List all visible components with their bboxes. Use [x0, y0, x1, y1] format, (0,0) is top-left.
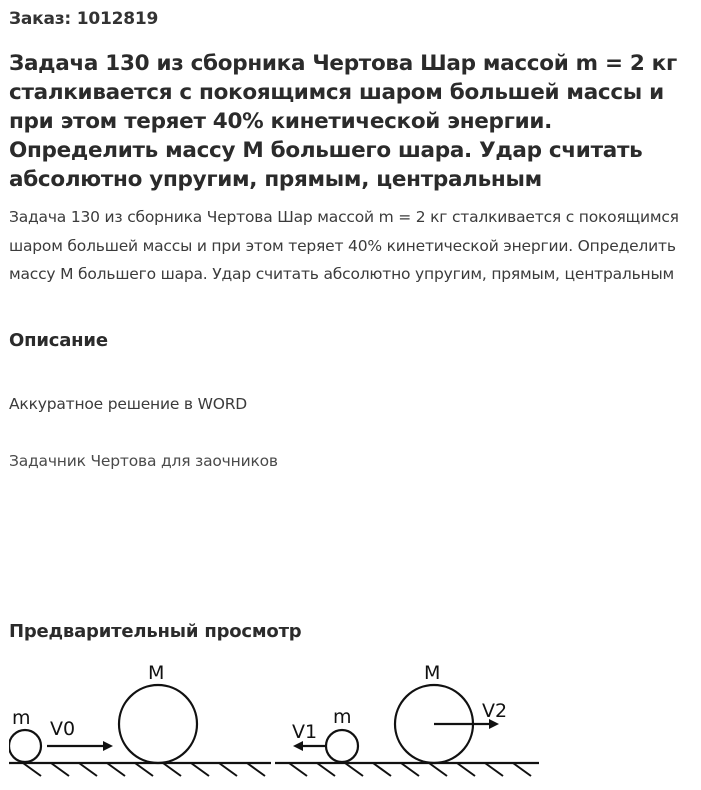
description-line: Аккуратное решение в WORD — [9, 395, 248, 413]
small-ball-label: m — [333, 706, 352, 728]
preview-heading: Предварительный просмотр — [9, 621, 302, 642]
velocity-label: V0 — [50, 718, 76, 740]
preview-figure — [9, 650, 693, 790]
page-title: Задача 130 из сборника Чертова Шар массой m = 2 кг сталкивается с покоящимся шаром большей массы и при этом теряет 40% кинетической энергии. Определить массу М большего шара. Удар считать абсолютно упругим, прямым, центральным — [9, 51, 677, 192]
order-number: Заказ: 1012819 — [9, 9, 159, 29]
small-ball — [9, 730, 41, 762]
velocity-label-v2: V2 — [482, 700, 508, 722]
description-heading: Описание — [9, 330, 108, 351]
big-ball-label: M — [148, 662, 165, 684]
before-collision-diagram — [9, 685, 271, 776]
ground-hatching — [289, 763, 531, 776]
small-ball — [326, 730, 358, 762]
big-ball — [119, 685, 197, 763]
description-line: Задачник Чертова для заочников — [9, 452, 278, 470]
task-text: Задача 130 из сборника Чертова Шар массой m = 2 кг сталкивается с покоящимся шаром большей массы и при этом теряет 40% кинетической энергии. Определить массу М большего шара. Удар считать абсолютно упругим, прямым, центральным — [9, 208, 679, 283]
big-ball-label: M — [424, 662, 441, 684]
arrowhead — [103, 741, 113, 751]
ground-hatching — [23, 763, 265, 776]
small-ball-label: m — [12, 707, 31, 729]
velocity-label-v1: V1 — [292, 721, 318, 743]
